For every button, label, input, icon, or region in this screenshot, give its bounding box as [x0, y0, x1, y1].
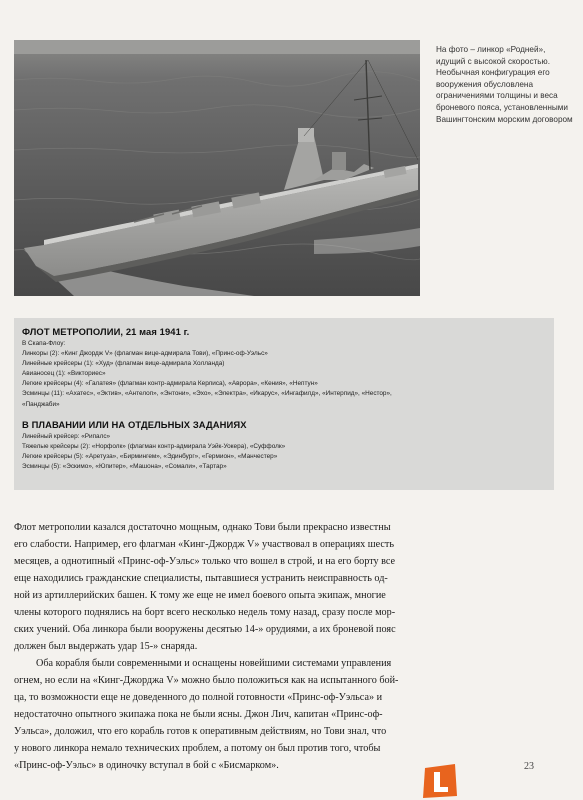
text-line: у нового линкора немало технических проблем, а потому он был против того, чтобы — [14, 743, 381, 754]
text-line: недостаточно опытного экипажа пока не были ясны. Джон Лич, капитан «Принс-оф- — [14, 709, 383, 720]
fleet-composition-box — [14, 318, 554, 490]
text-line: члены которого поднялись на борт всего несколько недель тому назад, сразу после мор- — [14, 607, 396, 618]
fleet-box-line: Линейный крейсер: «Рипалс» — [22, 432, 111, 440]
fleet-box-line: Линкоры (2): «Кинг Джордж V» (флагман вице-адмирала Тови), «Принс-оф-Уэльс» — [22, 350, 268, 358]
text-line: еще находились гражданские специалисты, пытавшиеся устранить неисправность од- — [14, 573, 388, 584]
fleet-box-line: Эсминцы (5): «Эскимо», «Юпитер», «Машона», «Сомали», «Тартар» — [22, 462, 227, 470]
publisher-logo-icon — [421, 762, 459, 800]
text-line: его слабости. Например, его флагман «Кинг-Джордж V» участвовал в операциях шесть — [14, 539, 395, 550]
text-line: месяцев, а однотипный «Принс-оф-Уэльс» только что вошел в строй, и на его борту все — [14, 556, 396, 567]
text-line: Флот метрополии казался достаточно мощным, однако Тови были прекрасно известны — [14, 522, 391, 533]
fleet-box-subheading: В ПЛАВАНИИ ИЛИ НА ОТДЕЛЬНЫХ ЗАДАНИЯХ — [22, 418, 247, 430]
page-number: 23 — [524, 761, 534, 772]
text-line: ной из артиллерийских башен. К тому же еще не имел боевого опыта экипаж, многие — [14, 590, 386, 601]
text-line: ских учений. Оба линкора были вооружены десятью 14-» орудиями, а их броневой пояс — [14, 624, 396, 635]
text-line: огнем, но если на «Кинг-Джорджа V» можно было положиться как на испытанного бой- — [14, 675, 399, 686]
text-line: ца, то возможности еще не доведенного до полной готовности «Принс-оф-Уэльса» и — [14, 692, 383, 703]
body-text — [14, 519, 552, 774]
paragraph-2 — [14, 655, 552, 774]
fleet-box-line: Легкие крейсеры (4): «Галатея» (флагман контр-адмирала Керлиса), «Аврора», «Кения», «Нептун» — [22, 380, 318, 388]
battleship-image — [14, 40, 420, 296]
fleet-box-line: Линейные крейсеры (1): «Худ» (флагман вице-адмирала Холланда) — [22, 360, 225, 368]
text-line: должен был выдержать удар 15-» снаряда. — [14, 641, 198, 652]
photo-caption: На фото – линкор «Родней», идущий с высокой скоростью. Необычная конфигурация его вооружения обусловлена ограничениями толщины и веса броневого пояса, установленными Вашингтонским морским договором — [436, 45, 573, 124]
fleet-box-line: Авианосец (1): «Викториес» — [22, 370, 106, 378]
fleet-box-line: Легкие крейсеры (5): «Аретуза», «Бирмингем», «Эдинбург», «Гермион», «Манчестер» — [22, 452, 278, 460]
fleet-box-line: «Панджаби» — [22, 400, 60, 408]
paragraph-1 — [14, 519, 552, 655]
fleet-box-heading: ФЛОТ МЕТРОПОЛИИ, 21 мая 1941 г. — [22, 326, 190, 337]
fleet-box-line: Тяжелые крейсеры (2): «Норфолк» (флагман контр-адмирала Уэйк-Уокера), «Суффолк» — [22, 442, 286, 450]
text-line: Уэльса», доложил, что его корабль готов к оперативным действиям, но Тови знал, что — [14, 726, 387, 737]
fleet-box-line: В Скапа-Флоу: — [22, 340, 66, 347]
text-line: «Принс-оф-Уэльс» в одиночку вступал в бой с «Бисмарком». — [14, 760, 279, 771]
battleship-photo — [14, 40, 420, 296]
fleet-box-line: Эсминцы (11): «Ахатес», «Эктив», «Антелоп», «Энтони», «Эхо», «Электра», «Икарус», «Ингафилд», «Интерпид», «Нестор», — [22, 390, 392, 398]
text-line: Оба корабля были современными и оснащены новейшими системами управления — [36, 658, 392, 669]
